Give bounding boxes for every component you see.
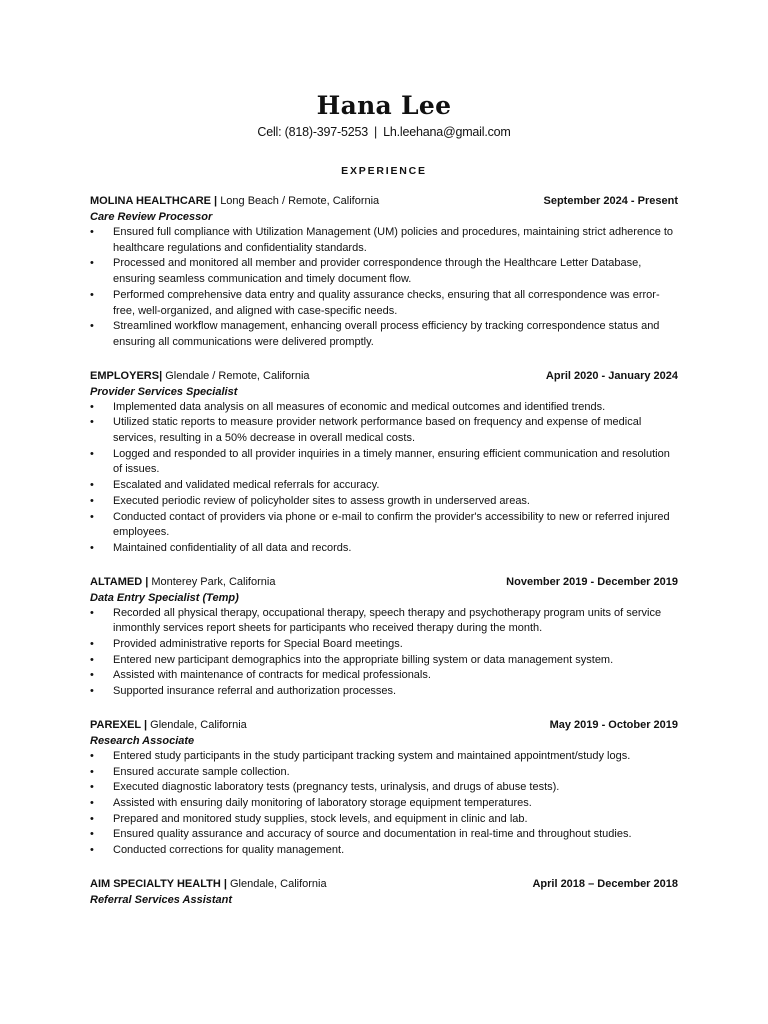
job-title: Data Entry Specialist (Temp) [90, 591, 239, 604]
contact-line [0, 123, 768, 141]
bullet-item: • Ensured quality assurance and accuracy of source and documentation in real-time and throughout studies. [90, 827, 678, 843]
bullet-item: • Conducted corrections for quality management. [90, 843, 678, 859]
job-bullets [90, 749, 680, 859]
job-header [90, 717, 680, 733]
job-title: Provider Services Specialist [90, 385, 238, 398]
phone-number: Cell: (818)-397-5253 [257, 125, 369, 139]
job-dates: May 2019 - October 2019 [549, 718, 678, 731]
bullet-item: • Performed comprehensive data entry and quality assurance checks, ensuring that all correspondence was error-free, well-organized, and aligned with case-specific needs. [90, 288, 678, 319]
job-entry [90, 574, 680, 700]
job-location: Glendale / Remote, California [165, 369, 310, 382]
job-entry [90, 368, 680, 557]
job-title: Research Associate [90, 734, 195, 747]
job-entry [90, 193, 680, 351]
bullet-item: • Prepared and monitored study supplies, stock levels, and equipment in clinic and lab. [90, 812, 678, 828]
job-dates: April 2018 – December 2018 [532, 877, 678, 890]
job-company: EMPLOYERS| [90, 369, 163, 382]
job-location: Long Beach / Remote, California [220, 195, 380, 207]
bullet-item: • Recorded all physical therapy, occupational therapy, speech therapy and psychotherapy program units of service inmonthly services report sheets for participants who received therapy during the month. [90, 606, 678, 637]
job-company: MOLINA HEALTHCARE | [90, 195, 218, 207]
bullet-item: • Assisted with maintenance of contracts for medical professionals. [90, 668, 678, 684]
email-address: Lh.leehana@gmail.com [383, 125, 511, 139]
bullet-item: • Implemented data analysis on all measures of economic and medical outcomes and identified trends. [90, 400, 678, 416]
bullet-item: • Executed periodic review of policyholder sites to assess growth in underserved areas. [90, 494, 678, 510]
bullet-item: • Maintained confidentiality of all data and records. [90, 541, 678, 557]
job-title: Referral Services Assistant [90, 893, 233, 906]
job-dates: November 2019 - December 2019 [506, 575, 678, 588]
bullet-item: • Assisted with ensuring daily monitoring of laboratory storage equipment temperatures. [90, 796, 678, 812]
contact-separator: | [374, 125, 378, 139]
job-entry [90, 717, 680, 859]
bullet-item: • Entered new participant demographics into the appropriate billing system or data management system. [90, 653, 678, 669]
bullet-item: • Executed diagnostic laboratory tests (pregnancy tests, urinalysis, and drugs of abuse tests). [90, 780, 678, 796]
job-bullets [90, 225, 680, 351]
job-bullets [90, 400, 680, 557]
job-bullets [90, 606, 680, 700]
job-company: AIM SPECIALTY HEALTH | [90, 877, 227, 890]
bullet-item: • Logged and responded to all provider inquiries in a timely manner, ensuring efficient communication and resolution of issues. [90, 447, 678, 478]
bullet-item: • Entered study participants in the study participant tracking system and maintained appointment/study logs. [90, 749, 678, 765]
job-header [90, 876, 680, 892]
bullet-item: • Conducted contact of providers via phone or e-mail to confirm the provider's accessibility to new or referred injured employees. [90, 510, 678, 541]
bullet-item: • Streamlined workflow management, enhancing overall process efficiency by tracking correspondence status and ensuring all communications were delivered promptly. [90, 319, 678, 350]
job-title: Care Review Processor [90, 211, 213, 223]
job-location: Monterey Park, California [151, 575, 276, 588]
job-dates: April 2020 - January 2024 [545, 369, 678, 382]
bullet-item: • Ensured accurate sample collection. [90, 765, 678, 781]
job-location: Glendale, California [150, 718, 247, 731]
job-entry [90, 876, 680, 908]
job-location: Glendale, California [229, 877, 327, 890]
section-title-experience: EXPERIENCE [341, 165, 427, 177]
bullet-item: • Ensured full compliance with Utilization Management (UM) policies and procedures, maintaining strict adherence to healthcare regulations and confidentiality standards. [90, 225, 678, 256]
job-header [90, 193, 680, 209]
job-header [90, 368, 680, 384]
job-dates: September 2024 - Present [543, 195, 678, 207]
job-header [90, 574, 680, 590]
bullet-item: • Escalated and validated medical referrals for accuracy. [90, 478, 678, 494]
job-company: ALTAMED | [90, 575, 149, 588]
experience-list [90, 193, 680, 925]
bullet-item: • Supported insurance referral and authorization processes. [90, 684, 678, 700]
bullet-item: • Provided administrative reports for Special Board meetings. [90, 637, 678, 653]
bullet-item: • Processed and monitored all member and provider correspondence through the Healthcare Letter Database, ensuring seamless communication and timely document flow. [90, 256, 678, 287]
job-company: PAREXEL | [90, 718, 148, 731]
bullet-item: • Utilized static reports to measure provider network performance based on frequency and expense of medical services, resulting in a 50% decrease in overall medical costs. [90, 415, 678, 446]
candidate-name: Hana Lee [316, 91, 452, 120]
